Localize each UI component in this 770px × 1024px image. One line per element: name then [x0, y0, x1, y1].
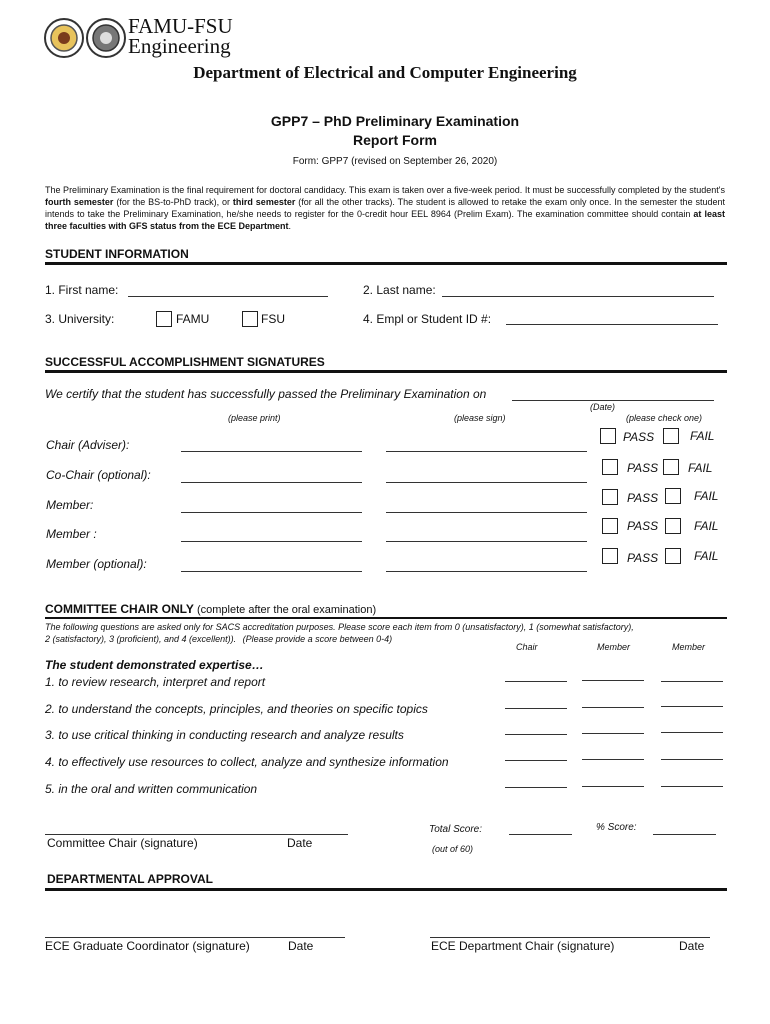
exam-date-field[interactable] — [512, 400, 714, 401]
print-field[interactable] — [181, 482, 362, 483]
form-title: GPP7 – PhD Preliminary Examination Report Form — [270, 113, 520, 148]
chair-date-label: Date — [287, 836, 313, 850]
sign-caption: (please sign) — [454, 413, 506, 423]
divider — [45, 370, 727, 373]
score-field-chair[interactable] — [505, 760, 567, 761]
fsu-seal-logo — [86, 18, 126, 58]
criteria-item: 5. in the oral and written communication — [45, 782, 258, 796]
date-caption: (Date) — [590, 402, 616, 412]
check-caption: (please check one) — [626, 413, 703, 423]
student-id-label: 4. Empl or Student ID #: — [363, 312, 492, 326]
score-field-chair[interactable] — [505, 734, 567, 735]
criteria-item: 2. to understand the concepts, principles, and theories on specific topics — [45, 702, 428, 716]
criteria-item: 4. to effectively use resources to collect, analyze and synthesize information — [45, 755, 449, 769]
last-name-label: 2. Last name: — [363, 283, 436, 297]
criteria-item: 3. to use critical thinking in conducting research and analyze results — [45, 728, 404, 742]
pass-label: PASS — [623, 430, 655, 444]
score-field-member[interactable] — [661, 759, 723, 760]
score-field-member[interactable] — [582, 733, 644, 734]
chair-signature-field[interactable] — [45, 834, 348, 835]
pass-label: PASS — [627, 519, 659, 533]
role-member: Member: — [46, 498, 94, 512]
print-field[interactable] — [181, 571, 362, 572]
col-chair: Chair — [516, 642, 538, 652]
divider — [45, 262, 727, 265]
fail-label: FAIL — [694, 489, 719, 503]
pass-checkbox[interactable] — [602, 548, 618, 564]
intro-paragraph: The Preliminary Examination is the final requirement for doctoral candidacy. This exam is taken over a five-week period. It must be successfully completed by the student's fourth semester (for the BS-to-PhD track), or third semester (for all the other tracks). The student is allowed to retake the exam only once. In the semester the student intends to take the Preliminary Examination, he/she needs to register for the 0-credit hour EEL 8964 (Prelim Exam). The examination committee should contain at least three faculties with GFS status from the ECE Department. — [45, 185, 726, 231]
coordinator-signature-field[interactable] — [45, 937, 345, 938]
fail-checkbox[interactable] — [665, 518, 681, 534]
print-field[interactable] — [181, 451, 362, 452]
famu-checkbox[interactable] — [156, 311, 172, 327]
score-field-member[interactable] — [582, 680, 644, 681]
pass-label: PASS — [627, 491, 659, 505]
print-field[interactable] — [181, 541, 362, 542]
pass-label: PASS — [627, 461, 659, 475]
form-id: Form: GPP7 (revised on September 26, 2020) — [292, 156, 498, 167]
fail-checkbox[interactable] — [663, 428, 679, 444]
fail-label: FAIL — [690, 429, 715, 443]
famu-seal-logo — [44, 18, 84, 58]
dept-chair-signature-label: ECE Department Chair (signature) — [431, 939, 615, 953]
sacs-instructions: The following questions are asked only for SACS accreditation purposes. Please score each item from 0 (unsatisfactory), 1 (somewhat satisfactory), 2 (satisfactory), 3 (proficient), and 4 (excellent)). (Please provide a score between 0-4) — [45, 622, 634, 644]
first-name-field[interactable] — [128, 296, 328, 297]
criteria-item: 1. to review research, interpret and report — [45, 675, 266, 689]
role-chair: Chair (Adviser): — [46, 438, 130, 452]
col-member: Member — [672, 642, 706, 652]
sign-field[interactable] — [386, 451, 587, 452]
fail-label: FAIL — [694, 519, 719, 533]
last-name-field[interactable] — [442, 296, 714, 297]
sign-field[interactable] — [386, 512, 587, 513]
score-field-member[interactable] — [661, 706, 723, 707]
fsu-label: FSU — [261, 312, 285, 326]
sign-field[interactable] — [386, 482, 587, 483]
famu-label: FAMU — [176, 312, 210, 326]
fail-checkbox[interactable] — [663, 459, 679, 475]
role-cochair: Co-Chair (optional): — [46, 468, 151, 482]
department-title: Department of Electrical and Computer Engineering — [193, 63, 577, 82]
percent-score-label: % Score: — [596, 822, 637, 833]
score-field-member[interactable] — [582, 786, 644, 787]
pass-checkbox[interactable] — [602, 459, 618, 475]
student-info-heading: STUDENT INFORMATION — [45, 247, 189, 261]
fail-checkbox[interactable] — [665, 488, 681, 504]
approval-heading: DEPARTMENTAL APPROVAL — [47, 872, 214, 886]
committee-heading: COMMITTEE CHAIR ONLY (complete after the oral examination) — [45, 602, 377, 616]
percent-score-field[interactable] — [653, 834, 716, 835]
signatures-heading: SUCCESSFUL ACCOMPLISHMENT SIGNATURES — [45, 355, 325, 369]
print-caption: (please print) — [228, 413, 281, 423]
score-field-chair[interactable] — [505, 681, 567, 682]
sign-field[interactable] — [386, 541, 587, 542]
university-label: 3. University: — [45, 312, 115, 326]
pass-checkbox[interactable] — [600, 428, 616, 444]
dept-chair-date-label: Date — [679, 939, 705, 953]
score-field-member[interactable] — [661, 681, 723, 682]
divider — [45, 617, 727, 619]
score-field-member[interactable] — [582, 707, 644, 708]
print-field[interactable] — [181, 512, 362, 513]
role-member-optional: Member (optional): — [46, 557, 147, 571]
total-score-label: Total Score: — [429, 824, 482, 835]
fsu-checkbox[interactable] — [242, 311, 258, 327]
dept-chair-signature-field[interactable] — [430, 937, 710, 938]
fail-label: FAIL — [688, 461, 713, 475]
fail-checkbox[interactable] — [665, 548, 681, 564]
score-field-member[interactable] — [661, 732, 723, 733]
divider — [45, 888, 727, 891]
sign-field[interactable] — [386, 571, 587, 572]
score-field-member[interactable] — [582, 759, 644, 760]
first-name-label: 1. First name: — [45, 283, 119, 297]
col-member: Member — [597, 642, 631, 652]
pass-label: PASS — [627, 551, 659, 565]
out-of-label: (out of 60) — [432, 844, 474, 854]
pass-checkbox[interactable] — [602, 518, 618, 534]
certify-text: We certify that the student has successfully passed the Preliminary Examination on — [45, 387, 487, 401]
pass-checkbox[interactable] — [602, 489, 618, 505]
role-member: Member : — [46, 527, 97, 541]
student-id-field[interactable] — [506, 324, 718, 325]
coordinator-date-label: Date — [288, 939, 314, 953]
total-score-field[interactable] — [509, 834, 572, 835]
chair-signature-label: Committee Chair (signature) — [47, 836, 198, 850]
expertise-heading: The student demonstrated expertise… — [45, 658, 264, 672]
fail-label: FAIL — [694, 549, 719, 563]
logo-wordmark: FAMU-FSU Engineering — [128, 14, 233, 58]
score-field-chair[interactable] — [505, 787, 567, 788]
score-field-chair[interactable] — [505, 708, 567, 709]
score-field-member[interactable] — [661, 786, 723, 787]
coordinator-signature-label: ECE Graduate Coordinator (signature) — [45, 939, 250, 953]
